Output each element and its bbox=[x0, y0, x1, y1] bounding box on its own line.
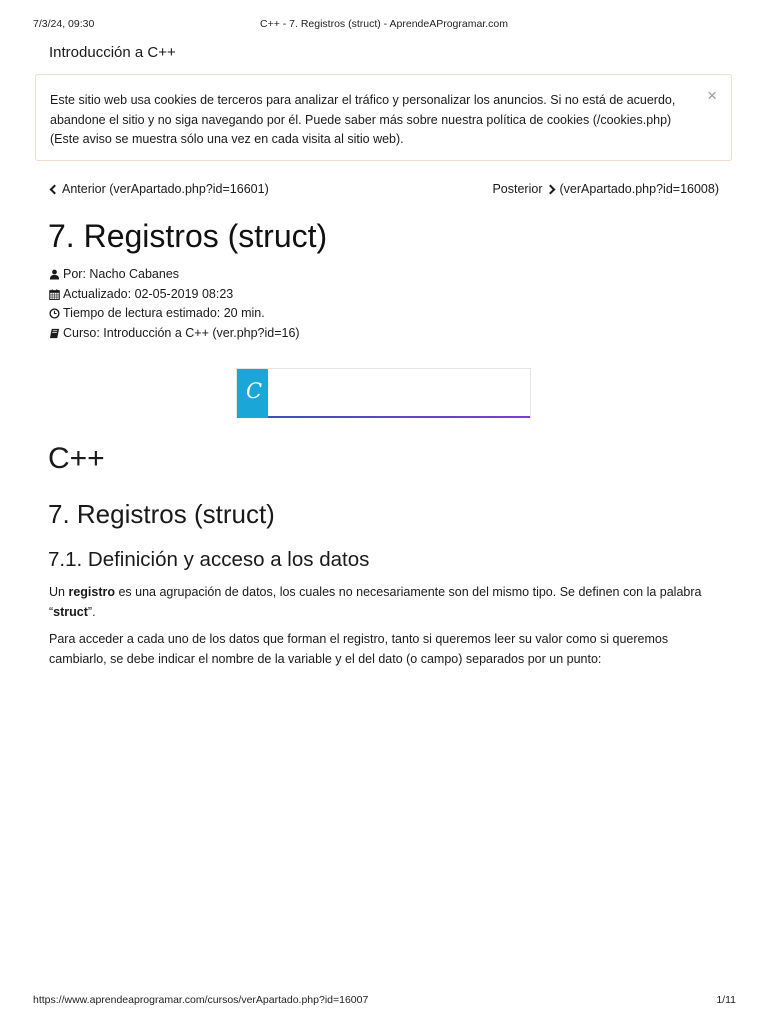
meta-updated-text: Actualizado: 02-05-2019 08:23 bbox=[63, 286, 234, 301]
print-document-title: C++ - 7. Registros (struct) - AprendeAProgramar.com bbox=[259, 18, 508, 30]
print-datetime: 7/3/24, 09:30 bbox=[33, 18, 95, 30]
meta-reading-time-text: Tiempo de lectura estimado: 20 min. bbox=[63, 306, 265, 321]
print-header bbox=[33, 18, 735, 32]
article-navigation bbox=[49, 182, 719, 200]
keyword-struct: struct bbox=[53, 605, 88, 619]
chevron-left-icon bbox=[50, 184, 60, 194]
section-heading-cpp: C++ bbox=[48, 442, 105, 475]
cookie-notice-text: Este sitio web usa cookies de terceros para analizar el tráfico y personalizar los anuncios. Si no está de acuerdo, abandone el sitio y no siga navegando por él. Puede saber más sobre nuestra política de cookies (/cookies.php) (Este aviso se muestra sólo una vez en cada visita al sitio web). bbox=[50, 93, 676, 146]
meta-updated bbox=[49, 285, 300, 305]
print-url: https://www.aprendeaprogramar.com/cursos/verApartado.php?id=16007 bbox=[33, 994, 369, 1006]
banner-logo bbox=[237, 369, 268, 418]
paragraph-text: ”. bbox=[87, 605, 96, 619]
chevron-right-icon bbox=[545, 184, 555, 194]
next-link[interactable] bbox=[492, 182, 719, 196]
site-title[interactable]: Introducción a C++ bbox=[49, 44, 176, 61]
prev-link[interactable] bbox=[49, 182, 269, 196]
close-icon[interactable]: × bbox=[707, 86, 717, 105]
keyword-registro: registro bbox=[68, 585, 115, 599]
meta-course[interactable] bbox=[49, 324, 300, 344]
book-icon bbox=[49, 328, 60, 339]
cookie-notice bbox=[35, 74, 732, 161]
prev-link-label: Anterior (verApartado.php?id=16601) bbox=[62, 182, 269, 196]
meta-author bbox=[49, 265, 300, 285]
paragraph-text: Un bbox=[49, 585, 69, 599]
banner-underline bbox=[268, 416, 530, 418]
user-icon bbox=[49, 269, 60, 280]
calendar-icon bbox=[49, 289, 60, 300]
paragraph-registro-definition bbox=[49, 582, 729, 622]
banner-logo-glyph: C bbox=[246, 379, 263, 403]
meta-course-text: Curso: Introducción a C++ (ver.php?id=16) bbox=[63, 325, 300, 340]
paragraph-field-access: Para acceder a cada uno de los datos que forman el registro, tanto si queremos leer su valor como si queremos cambiarlo, se debe indicar el nombre de la variable y el del dato (o campo) separados por un punto: bbox=[49, 632, 669, 666]
next-link-url: (verApartado.php?id=16008) bbox=[559, 182, 719, 196]
paragraph-text: es una agrupación de datos, los cuales no necesariamente son del mismo tipo. Se definen con la palabra “ bbox=[49, 585, 702, 619]
meta-author-text: Por: Nacho Cabanes bbox=[63, 267, 180, 281]
article-meta bbox=[49, 265, 300, 343]
clock-icon bbox=[49, 308, 60, 319]
ad-banner[interactable] bbox=[236, 368, 531, 418]
page-title: 7. Registros (struct) bbox=[48, 218, 328, 254]
section-heading-registros: 7. Registros (struct) bbox=[48, 499, 275, 529]
meta-reading-time bbox=[49, 304, 300, 324]
next-link-label: Posterior bbox=[492, 182, 543, 196]
print-page-number: 1/11 bbox=[716, 994, 736, 1006]
subsection-heading-definicion: 7.1. Definición y acceso a los datos bbox=[48, 548, 370, 571]
